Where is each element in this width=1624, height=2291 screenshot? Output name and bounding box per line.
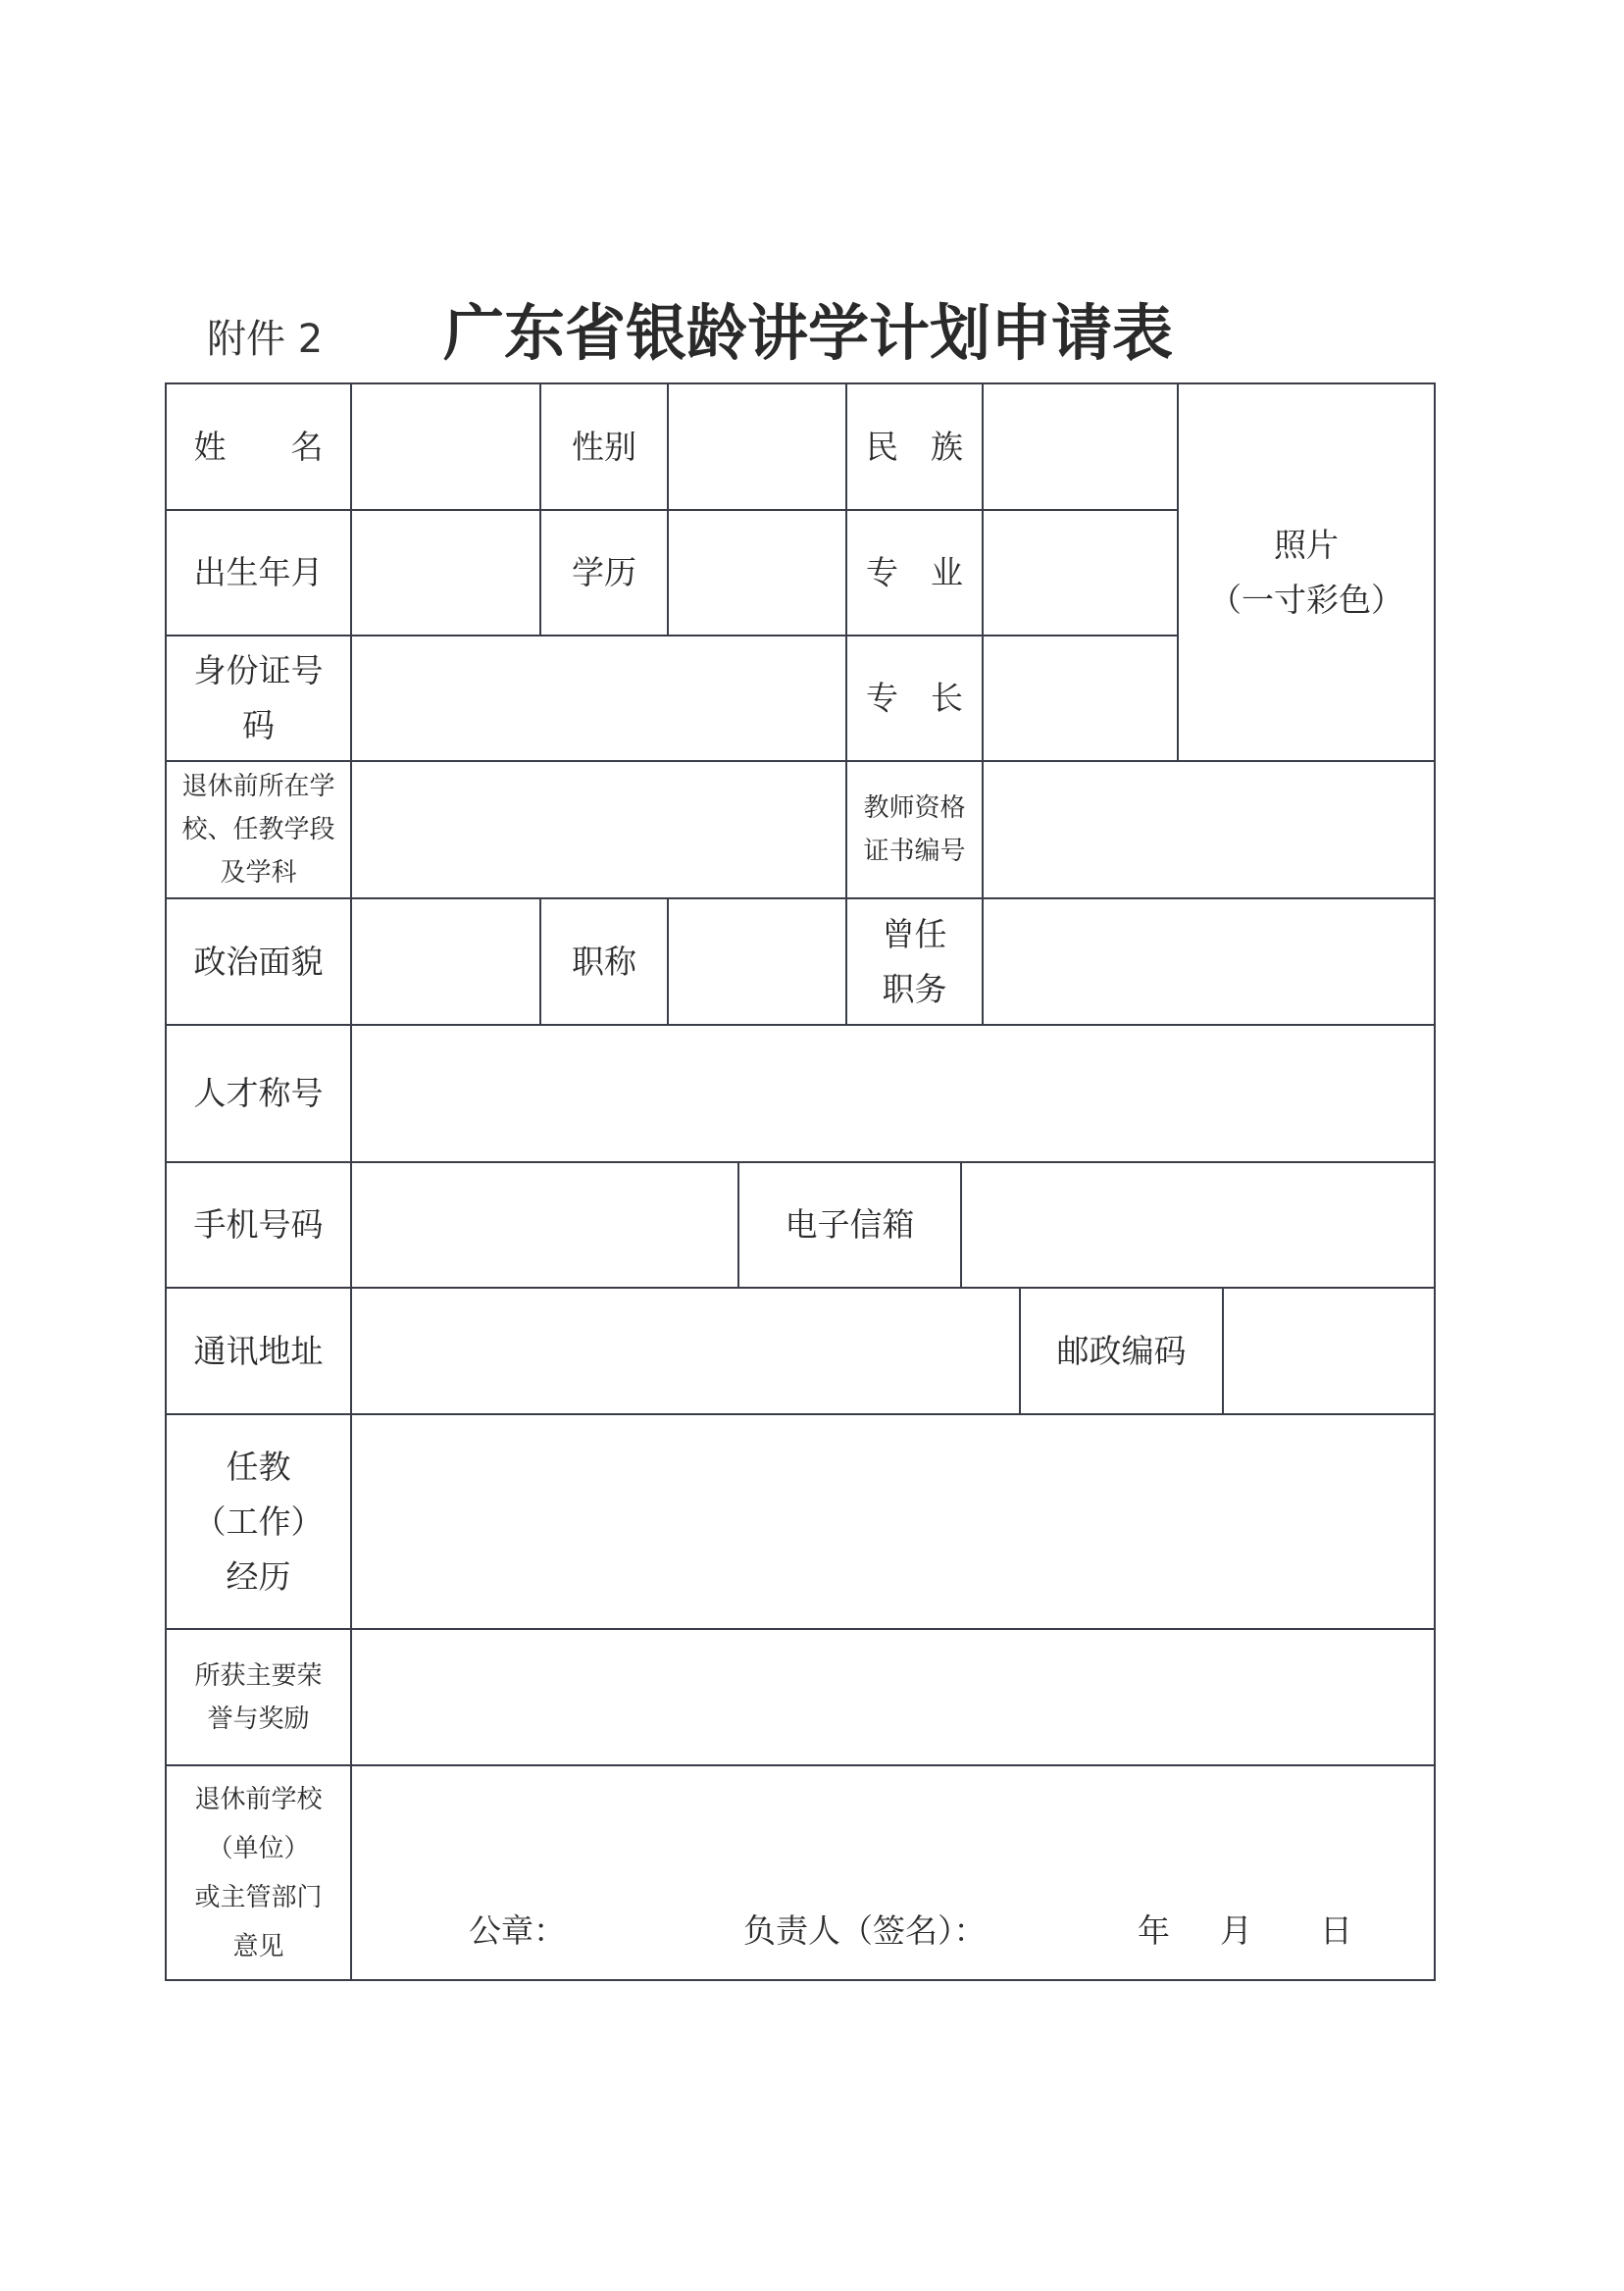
label-cert-line2: 证书编号 bbox=[863, 837, 966, 866]
label-phone bbox=[167, 1163, 350, 1287]
field-experience[interactable] bbox=[352, 1415, 1434, 1628]
field-major[interactable] bbox=[984, 511, 1177, 635]
label-major bbox=[847, 511, 982, 635]
label-school-line2: 校、任教学段 bbox=[181, 815, 335, 844]
label-email-text: 电子信箱 bbox=[785, 1205, 915, 1244]
row-line bbox=[165, 1979, 1436, 1981]
label-ethnicity-text: 民 族 bbox=[866, 427, 963, 466]
field-name[interactable] bbox=[352, 384, 539, 509]
label-education bbox=[541, 511, 667, 635]
label-school bbox=[167, 762, 350, 897]
field-political[interactable] bbox=[352, 899, 539, 1024]
label-honors bbox=[167, 1630, 350, 1764]
label-school-line3: 及学科 bbox=[220, 858, 297, 888]
photo-label: 照片 bbox=[1274, 525, 1339, 564]
label-experience bbox=[167, 1415, 350, 1628]
seal-label: 公章： bbox=[469, 1911, 566, 1950]
label-id-line1: 身份证号 bbox=[193, 651, 324, 689]
field-talent[interactable] bbox=[352, 1026, 1434, 1161]
label-specialty-text: 专 长 bbox=[866, 679, 963, 717]
label-opinion bbox=[167, 1766, 350, 1979]
label-phone-text: 手机号码 bbox=[193, 1205, 324, 1244]
label-postcode bbox=[1021, 1289, 1222, 1413]
field-email[interactable] bbox=[962, 1163, 1434, 1287]
label-email bbox=[739, 1163, 960, 1287]
field-school[interactable] bbox=[352, 762, 845, 897]
date-month-label: 月 bbox=[1220, 1911, 1252, 1950]
field-phone[interactable] bbox=[352, 1163, 737, 1287]
label-former-line1: 曾任 bbox=[882, 914, 947, 953]
date-year-label: 年 bbox=[1138, 1911, 1170, 1950]
label-talent-text: 人才称号 bbox=[193, 1074, 324, 1112]
field-education[interactable] bbox=[669, 511, 845, 635]
attachment-label: 附件 2 bbox=[207, 317, 324, 362]
label-school-line1: 退休前所在学 bbox=[181, 772, 335, 801]
label-teacher-cert bbox=[847, 762, 982, 897]
label-id-number bbox=[167, 636, 350, 760]
label-exp-line1: 任教 bbox=[226, 1447, 291, 1486]
label-opinion-line3: 或主管部门 bbox=[194, 1882, 323, 1912]
field-honors[interactable] bbox=[352, 1630, 1434, 1764]
label-former-line2: 职务 bbox=[882, 969, 947, 1008]
label-birth-text: 出生年月 bbox=[193, 553, 324, 591]
form-title: 广东省银龄讲学计划申请表 bbox=[443, 297, 1174, 369]
label-specialty bbox=[847, 636, 982, 760]
field-gender[interactable] bbox=[669, 384, 845, 509]
field-specialty[interactable] bbox=[984, 636, 1177, 760]
photo-size-note: （一寸彩色） bbox=[1209, 580, 1403, 619]
label-talent bbox=[167, 1026, 350, 1161]
label-ethnicity bbox=[847, 384, 982, 509]
label-name-text: 姓 名 bbox=[193, 427, 324, 466]
label-name bbox=[167, 384, 350, 509]
label-education-text: 学历 bbox=[572, 553, 636, 591]
label-political bbox=[167, 899, 350, 1024]
label-opinion-line4: 意见 bbox=[232, 1931, 284, 1961]
field-id-number[interactable] bbox=[352, 636, 845, 760]
field-postcode[interactable] bbox=[1224, 1289, 1434, 1413]
field-address[interactable] bbox=[352, 1289, 1019, 1413]
label-major-text: 专 业 bbox=[866, 553, 963, 591]
label-honor-line2: 誉与奖励 bbox=[207, 1704, 310, 1734]
photo-box[interactable] bbox=[1179, 384, 1434, 760]
label-cert-line1: 教师资格 bbox=[863, 793, 966, 823]
col-line bbox=[1434, 382, 1436, 1981]
label-political-text: 政治面貌 bbox=[193, 942, 324, 981]
label-address-text: 通讯地址 bbox=[193, 1331, 324, 1370]
responsible-signature-label: 负责人（签名）： bbox=[743, 1911, 987, 1950]
field-former-position[interactable] bbox=[984, 899, 1434, 1024]
label-title-rank-text: 职称 bbox=[572, 942, 636, 981]
label-gender bbox=[541, 384, 667, 509]
field-teacher-cert[interactable] bbox=[984, 762, 1434, 897]
field-ethnicity[interactable] bbox=[984, 384, 1177, 509]
label-title-rank bbox=[541, 899, 667, 1024]
field-title-rank[interactable] bbox=[669, 899, 845, 1024]
label-opinion-line1: 退休前学校 bbox=[194, 1784, 323, 1814]
label-exp-line3: 经历 bbox=[226, 1556, 291, 1596]
label-former-position bbox=[847, 899, 982, 1024]
label-gender-text: 性别 bbox=[572, 427, 636, 466]
label-birth bbox=[167, 511, 350, 635]
label-id-line2: 码 bbox=[242, 706, 275, 744]
field-birth[interactable] bbox=[352, 511, 539, 635]
label-honor-line1: 所获主要荣 bbox=[194, 1660, 323, 1691]
label-exp-line2: （工作） bbox=[193, 1502, 324, 1541]
date-day-label: 日 bbox=[1320, 1911, 1352, 1950]
label-opinion-line2: （单位） bbox=[207, 1833, 310, 1863]
label-postcode-text: 邮政编码 bbox=[1056, 1331, 1187, 1370]
label-address bbox=[167, 1289, 350, 1413]
